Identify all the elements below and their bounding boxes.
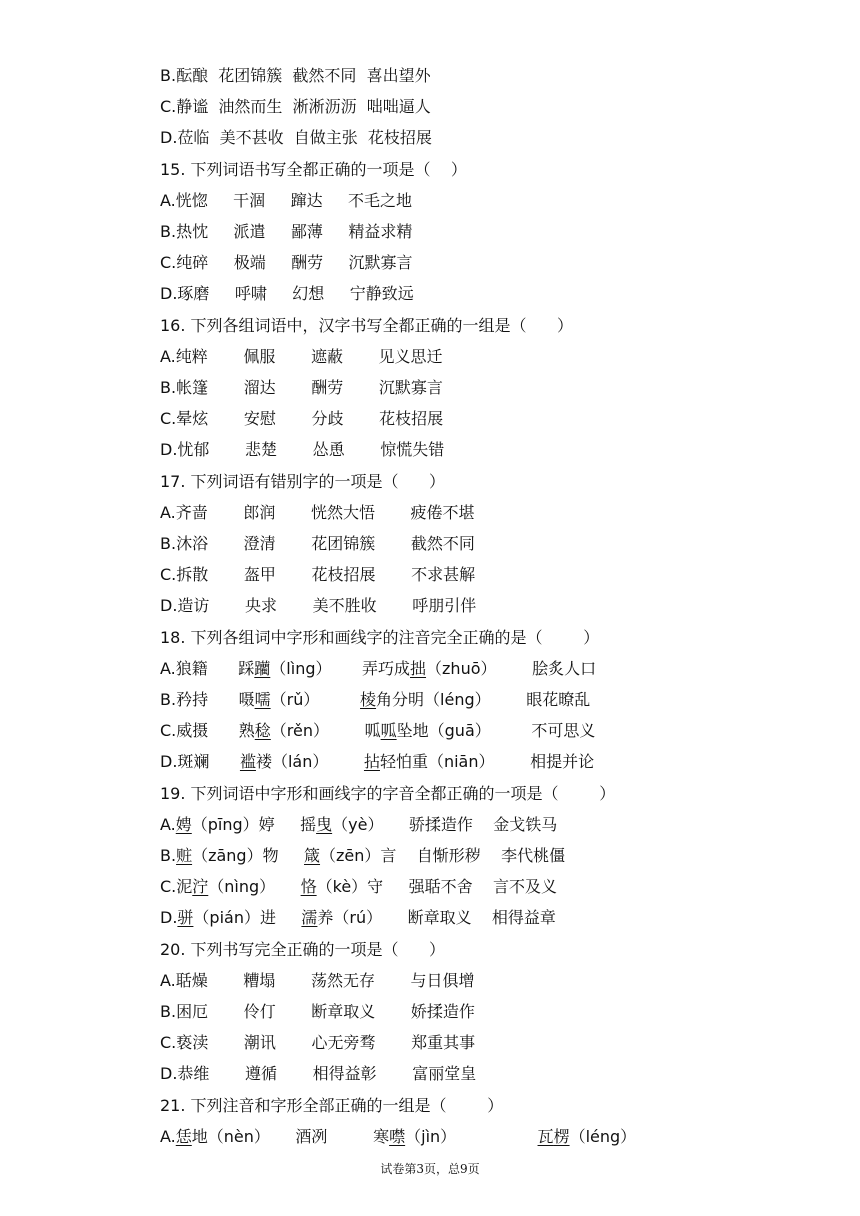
text-line: D.莅临 美不甚收 自做主张 花枝招展 [160, 128, 432, 148]
underlined-char: 娉 [175, 814, 192, 834]
text-line: D.琢磨 呼啸 幻想 宁静致远 [160, 284, 414, 304]
underlined-char: 箴 [304, 846, 321, 865]
text-segment: （rǔ） [270, 690, 361, 709]
text-segment: A. [160, 814, 176, 834]
underlined-char: 泞 [192, 877, 209, 897]
underlined-char: 骈 [177, 908, 194, 928]
underlined-char: 濡 [301, 908, 318, 928]
underlined-char: 曳 [316, 814, 333, 834]
underlined-char: 嚅 [254, 690, 271, 709]
text-line: 21. 下列注音和字形全部正确的一组是（ ） [160, 1095, 504, 1115]
text-line: A.纯粹 佩服 遮蔽 见义思迁 [160, 346, 443, 366]
text-line: 19. 下列词语中字形和画线字的字音全都正确的一项是（ ） [160, 783, 616, 803]
text-segment: （rěn） 呱 [270, 721, 381, 741]
text-line [160, 750, 594, 774]
text-line: 16. 下列各组词语中，汉字书写全都正确的一组是（ ） [160, 315, 574, 335]
underlined-char: 稔 [254, 721, 271, 741]
text-line: B.热忱 派遣 鄙薄 精益求精 [160, 222, 413, 241]
text-line [160, 813, 557, 837]
text-line: 17. 下列词语有错别字的一项是（ ） [160, 471, 446, 491]
text-line: A.聒燥 糟塌 荡然无存 与日俱增 [160, 970, 475, 990]
text-segment: C.泥 [160, 877, 193, 897]
text-line: C.纯碎 极端 酬劳 沉默寡言 [160, 253, 413, 273]
text-segment: A.狼籍 踩 [160, 658, 255, 678]
text-segment: 地（nèn） 酒冽 寒 [191, 1126, 390, 1146]
underlined-char: 躪 [254, 658, 271, 678]
text-line [160, 875, 557, 899]
text-segment: （yè） 骄揉造作 金戈铁马 [332, 814, 558, 834]
text-segment: 褛（lán） [255, 752, 364, 772]
text-line: A.齐啬 郎润 恍然大悟 疲倦不堪 [160, 502, 475, 522]
underlined-char: 呱 [380, 721, 397, 741]
text-segment: （zēn）言 自惭形秽 李代桃僵 [320, 846, 566, 865]
underlined-char: 褴 [239, 752, 256, 772]
text-segment: A. [160, 1126, 176, 1146]
text-line: C.亵渎 潮讯 心无旁骛 郑重其事 [160, 1033, 476, 1053]
text-segment: （pián）进 [193, 908, 302, 928]
text-segment: 坠地（guā） 不可思义 [396, 721, 596, 741]
text-line: C.静谧 油然而生 淅淅沥沥 咄咄逼人 [160, 97, 431, 117]
text-line: A.恍惚 干涸 蹿达 不毛之地 [160, 190, 413, 210]
underlined-char: 恪 [300, 877, 317, 897]
text-line: C.拆散 盔甲 花枝招展 不求甚解 [160, 565, 476, 585]
text-segment: （pīng）婷 摇 [191, 814, 317, 834]
text-line: C.晕炫 安慰 分歧 花枝招展 [160, 409, 444, 429]
text-segment: C.威摄 熟 [160, 721, 255, 741]
text-segment: D. [160, 908, 178, 928]
underlined-char: 楞 [553, 1126, 570, 1146]
text-line [160, 657, 596, 681]
text-line [160, 688, 590, 712]
text-line: 20. 下列书写完全正确的一项是（ ） [160, 939, 446, 959]
underlined-char: 拈 [363, 752, 380, 772]
text-line [160, 1125, 636, 1149]
text-segment: D.斑斓 [160, 752, 240, 772]
text-segment: （jìn） [405, 1126, 538, 1146]
text-segment: （zhuō） 脍炙人口 [426, 658, 597, 678]
page-footer: 试卷第3页，总9页 [380, 1162, 480, 1176]
text-segment: 轻怕重（niān） 相提并论 [379, 752, 595, 772]
underlined-char: 棱 [360, 690, 377, 709]
text-line [160, 844, 565, 868]
text-line [160, 906, 556, 930]
text-line: D.造访 央求 美不胜收 呼朋引伴 [160, 596, 477, 616]
underlined-char: 恁 [175, 1126, 192, 1146]
underlined-char: 赃 [176, 846, 193, 865]
text-line: B.困厄 伶仃 断章取义 娇揉造作 [160, 1002, 475, 1021]
text-line: D.恭维 遵循 相得益彰 富丽堂皇 [160, 1064, 477, 1084]
text-line: 18. 下列各组词中字形和画线字的注音完全正确的是（ ） [160, 627, 600, 647]
text-segment: B. [160, 846, 177, 865]
text-segment: （kè）守 强聒不舍 言不及义 [316, 877, 557, 897]
text-segment: （lìng） 弄巧成 [270, 658, 411, 678]
text-line: B.沐浴 澄清 花团锦簇 截然不同 [160, 534, 475, 553]
text-line [160, 719, 595, 743]
text-segment: （léng） [569, 1126, 637, 1146]
underlined-char: 拙 [410, 658, 427, 678]
text-line: B.酝酿 花团锦簇 截然不同 喜出望外 [160, 66, 431, 85]
text-segment: B.矜持 嗫 [160, 690, 255, 709]
text-segment: （nìng） [208, 877, 301, 897]
text-segment: 角分明（léng） 眼花暸乱 [376, 690, 591, 709]
text-segment: （zāng）物 [192, 846, 305, 865]
text-line: B.帐篷 溜达 酬劳 沉默寡言 [160, 378, 443, 397]
text-segment: 养（rú） 断章取义 相得益章 [317, 908, 556, 928]
text-line: 15. 下列词语书写全都正确的一项是（ ） [160, 159, 467, 179]
text-line: D.忧郁 悲楚 怂恿 惊慌失错 [160, 440, 445, 460]
underlined-char: 噤 [389, 1126, 406, 1146]
underlined-char: 瓦 [537, 1126, 554, 1146]
